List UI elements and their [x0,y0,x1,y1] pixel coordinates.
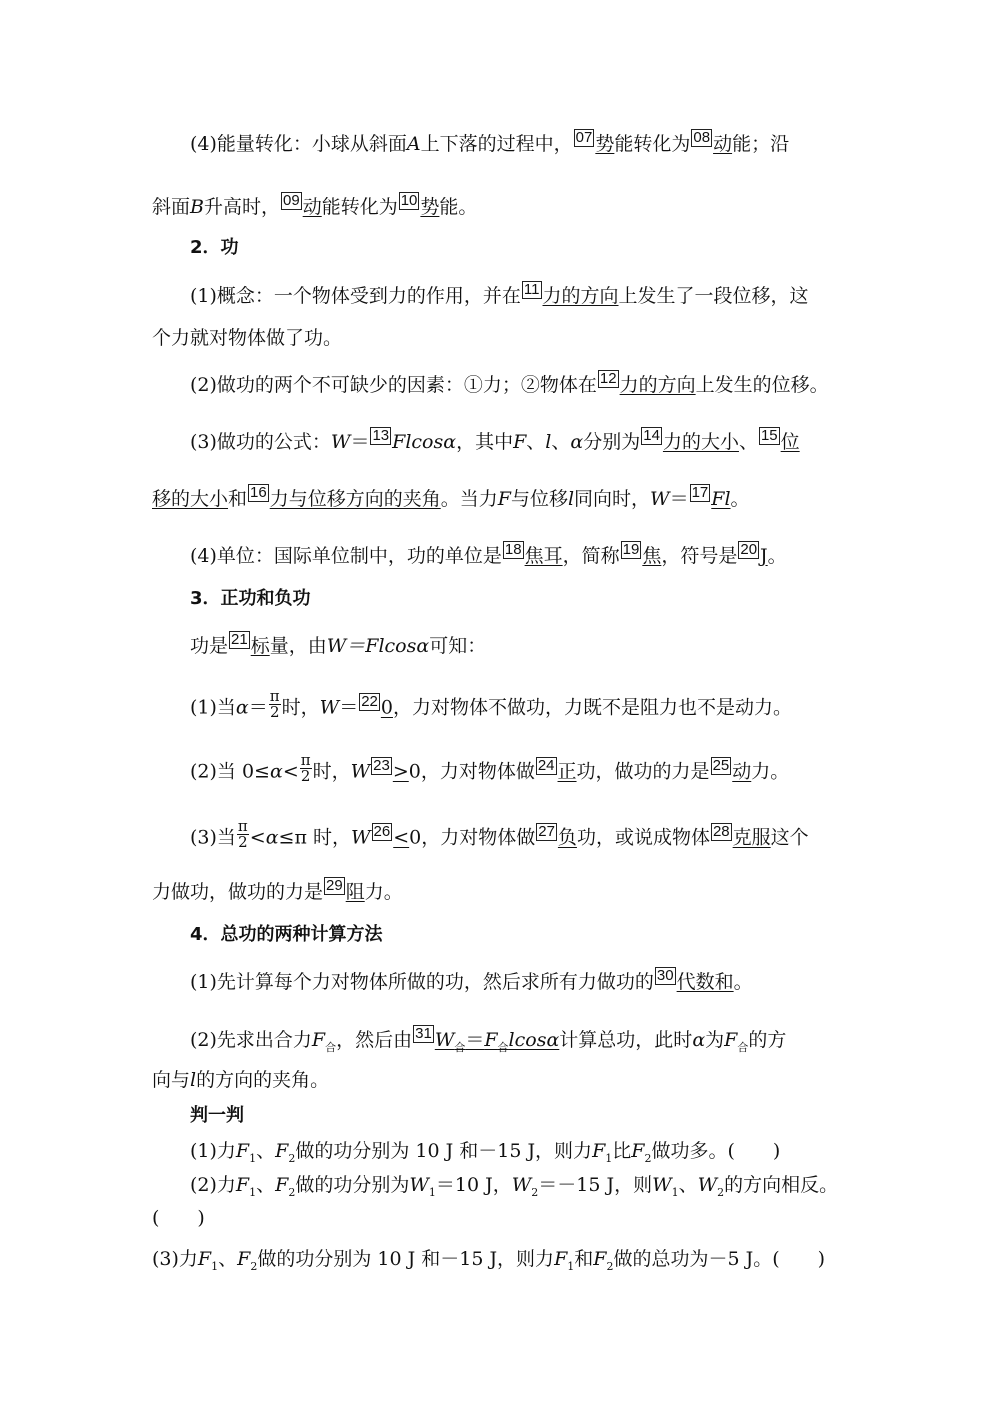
var-W: W [350,760,371,783]
answer-10: 势 [420,196,440,218]
text: 上发生的位移。 [695,374,829,396]
line-work-scalar [190,631,890,657]
var-F: F [724,1029,738,1051]
text: < [249,826,266,849]
answer-07: 势 [595,133,615,155]
var-F: F [235,1174,250,1196]
formula: W＝Flcosα [326,635,430,657]
blank-number-24: 24 [537,756,555,774]
text: (1)当 [190,696,236,719]
answer-26: < [393,826,410,849]
var-W: W [330,431,351,453]
answer-30: 代数和 [676,971,734,993]
line-total-work-method-1 [190,967,890,993]
var-alpha: α [570,431,584,453]
text: ，其中 [456,431,514,453]
blank-number-10: 10 [400,192,418,209]
var-F: F [197,1248,212,1270]
text: ＝ [248,696,268,719]
blank-number-20: 20 [740,541,758,558]
subscript-1: 1 [567,1259,575,1273]
text: 0，力对物体做 [409,826,536,849]
text: 功是 [190,635,229,657]
var-A: A [406,133,421,155]
var-W: W [511,1174,532,1196]
var-l: l [545,431,552,453]
answer-14: 力的大小 [662,431,739,453]
text: 和 [574,1248,594,1270]
fraction-pi-over-2 [237,819,249,850]
text: 向与 [152,1069,191,1091]
answer-16: 力与位移方向的夹角 [269,488,441,510]
answer-22: 0 [380,696,393,719]
subscript-2: 2 [717,1185,725,1199]
text: 。当力 [440,488,498,510]
blank-number-23: 23 [373,756,390,774]
answer-20: J [760,545,768,567]
blank-number-15: 15 [760,427,778,444]
text: 、 [551,431,571,453]
text: 、 [218,1248,238,1270]
text: 力。 [364,881,403,903]
text: ，符号是 [661,545,738,567]
subscript-he: 合 [497,1040,509,1054]
var-F: F [513,431,527,453]
var-F: F [497,488,511,510]
subscript-1: 1 [671,1185,679,1199]
fraction-pi-over-2 [300,753,312,784]
text: 、 [526,431,546,453]
text: (2)做功的两个不可缺少的因素：①力；②物体在 [190,374,597,396]
var-W: W [409,1174,429,1196]
subscript-he: 合 [325,1040,337,1054]
line-work-formula-1 [190,427,890,453]
subscript-2: 2 [250,1259,258,1273]
subscript-2: 2 [606,1259,614,1273]
text: 、 [256,1140,276,1162]
answer-15: 位 [780,431,800,453]
line-total-work-method-2 [190,1025,890,1054]
answer-31: $W_合=F_合lcos\alpha$ [434,1029,560,1054]
text: < [282,760,299,783]
text: (3)做功的公式： [190,431,331,453]
text: 能；沿 [732,133,790,155]
subscript-1: 1 [428,1185,436,1199]
var-F: F [235,1140,250,1162]
blank-number-14: 14 [643,427,660,444]
text: ，力对物体不做功，力既不是阻力也不是动力。 [392,696,792,719]
judge-item-2 [190,1176,890,1198]
answer-15-cont: 移的大小 [152,488,229,510]
line-energy-conversion-2 [152,192,852,218]
text: ＝ [350,431,370,453]
text: 能。 [439,196,478,218]
var-F: F [311,1029,326,1051]
text: ＝ [339,696,359,719]
text: 功，做功的力是 [576,760,710,783]
text: 时， [281,696,320,719]
var-F: F [237,1248,251,1270]
line-case-1 [190,687,890,724]
text: 力做功，做功的力是 [152,881,324,903]
var-F: F [554,1248,568,1270]
text: 做的功分别为 10 J 和－15 J，则力 [295,1140,593,1162]
line-total-work-method-2-cont [152,1071,852,1090]
subscript-2: 2 [644,1151,652,1165]
text: 0，力对物体做 [408,760,535,783]
blank-number-31: 31 [415,1025,432,1042]
subscript-2: 2 [531,1185,539,1199]
heading-total-work: 4．总功的两种计算方法 [190,924,383,945]
text: 为 [705,1029,725,1051]
text: ＝－15 J，则 [538,1174,653,1196]
blank-number-27: 27 [538,822,555,840]
var-W: W [650,488,670,510]
answer-25: 动 [732,760,752,783]
text: 能转化为 [614,133,691,155]
line-work-unit [190,541,890,567]
var-F: F [275,1174,289,1196]
text: 比 [612,1140,632,1162]
blank-number-29: 29 [326,877,343,894]
text: 量，由 [269,635,327,657]
blank-number-11: 11 [523,281,540,298]
text: (1)概念：一个物体受到力的作用，并在 [190,285,521,307]
text: 的方向的夹角。 [196,1069,330,1091]
var-B: B [190,196,204,218]
blank-number-30: 30 [656,967,674,984]
text: 和 [228,488,248,510]
text: 上下落的过程中， [420,133,573,155]
subscript-1: 1 [249,1185,257,1199]
answer-29: 阻 [345,881,365,903]
judge-item-1 [190,1142,890,1164]
answer-09: 动 [302,196,322,218]
blank-number-13: 13 [372,427,390,444]
text: 时， [312,760,351,783]
numerator: π [269,687,280,705]
subscript-1: 1 [249,1151,257,1165]
var-alpha: α [265,826,279,849]
text: 做的总功为－5 J。( ) [613,1248,826,1270]
line-energy-conversion-1 [190,129,890,155]
blank-number-08: 08 [693,129,711,146]
text: (1)先计算每个力对物体所做的功，然后求所有力做功的 [190,971,654,993]
blank-number-21: 21 [231,631,248,648]
text: ＝10 J， [435,1174,512,1196]
text: 与位移 [510,488,568,510]
blank-number-18: 18 [504,541,522,558]
blank-number-12: 12 [599,370,617,387]
blank-number-17: 17 [691,484,709,501]
text: (2)先求出合力 [190,1029,312,1051]
subscript-2: 2 [288,1185,296,1199]
var-alpha: α [269,760,283,783]
subscript-he: 合 [454,1040,466,1054]
text: 。 [733,971,753,993]
subscript-he: 合 [737,1040,749,1054]
line-case-2 [190,751,890,788]
text: 力。 [751,760,790,783]
var-W: W [434,1029,455,1051]
var-F: F [593,1248,607,1270]
fraction-pi-over-2 [269,689,281,720]
var-W: W [652,1174,672,1196]
answer-21: 标 [250,635,270,657]
denominator: 2 [300,767,311,785]
answer-17: Fl [711,488,731,510]
var-l: l [190,1069,197,1091]
subscript-2: 2 [288,1151,296,1165]
blank-number-22: 22 [361,692,378,710]
text: 分别为 [583,431,641,453]
text: (2)当 0≤ [190,760,270,783]
blank-number-16: 16 [250,484,267,501]
var-F: F [631,1140,645,1162]
text: 升高时， [203,196,280,218]
line-case-3-cont [152,877,852,903]
blank-number-09: 09 [283,192,300,209]
var-W: W [351,826,371,849]
subscript-1: 1 [605,1151,613,1165]
text: 计算总功，此时 [559,1029,693,1051]
text: ≤π 时， [278,826,351,849]
answer-24: 正 [557,760,577,783]
answer-19: 焦 [642,545,662,567]
text: (4)单位：国际单位制中，功的单位是 [190,545,502,567]
var-alpha: α [692,1029,706,1051]
answer-18: 焦耳 [524,545,563,567]
heading-judge: 判一判 [190,1105,244,1126]
text: 同向时， [574,488,651,510]
text: 、 [738,431,758,453]
answer-11: 力的方向 [542,285,619,307]
text: (3)力 [152,1248,198,1270]
blank-number-28: 28 [712,822,730,840]
line-work-formula-2 [152,484,852,510]
answer-27: 负 [557,826,577,849]
answer-12: 力的方向 [619,374,696,396]
judge-item-3 [152,1250,852,1272]
blank-number-19: 19 [622,541,640,558]
blank-number-07: 07 [575,129,593,146]
text: 。 [767,545,787,567]
text: 、 [256,1174,276,1196]
line-work-factors [190,370,890,396]
text: (4)能量转化：小球从斜面 [190,133,407,155]
text: 做的功分别为 10 J 和－15 J，则力 [257,1248,555,1270]
line-work-concept-2: 个力就对物体做了功。 [152,327,343,349]
denominator: 2 [269,703,280,721]
text: ，简称 [562,545,620,567]
text: ＝ [669,488,689,510]
var-lcos: lcosα [508,1029,560,1051]
var-F: F [592,1140,606,1162]
text: 斜面 [152,196,191,218]
var-W: W [319,696,340,719]
var-l: l [567,488,575,510]
answer-08: 动 [713,133,733,155]
line-case-3 [190,817,890,854]
text: (1)力 [190,1140,236,1162]
text: 这个 [770,826,809,849]
text: 的方 [748,1029,787,1051]
judge-item-2-bracket: ( ) [152,1207,205,1229]
text: 能转化为 [321,196,398,218]
text: 上发生了一段位移，这 [618,285,809,307]
text: 。 [730,488,750,510]
text: 可知： [429,635,487,657]
heading-positive-negative-work: 3．正功和负功 [190,588,311,609]
blank-number-26: 26 [373,822,391,840]
text: 、 [678,1174,698,1196]
text: 做功多。( ) [651,1140,781,1162]
text: (2)力 [190,1174,236,1196]
text: ，然后由 [336,1029,413,1051]
answer-28: 克服 [732,826,771,849]
answer-13: Flcosα [392,431,457,453]
subscript-1: 1 [211,1259,219,1273]
text: (3)当 [190,826,236,849]
var-F: F [484,1029,498,1051]
numerator: π [237,817,248,835]
var-F: F [275,1140,289,1162]
answer-23: > [392,760,409,783]
denominator: 2 [238,833,248,851]
var-alpha: α [235,696,249,719]
blank-number-25: 25 [712,756,730,774]
text: 做的功分别为 [295,1174,410,1196]
numerator: π [300,751,311,769]
text: 功，或说成物体 [576,826,710,849]
heading-work: 2．功 [190,237,239,258]
text: 的方向相反。 [724,1174,839,1196]
var-W: W [697,1174,718,1196]
line-work-concept-1 [190,281,890,307]
